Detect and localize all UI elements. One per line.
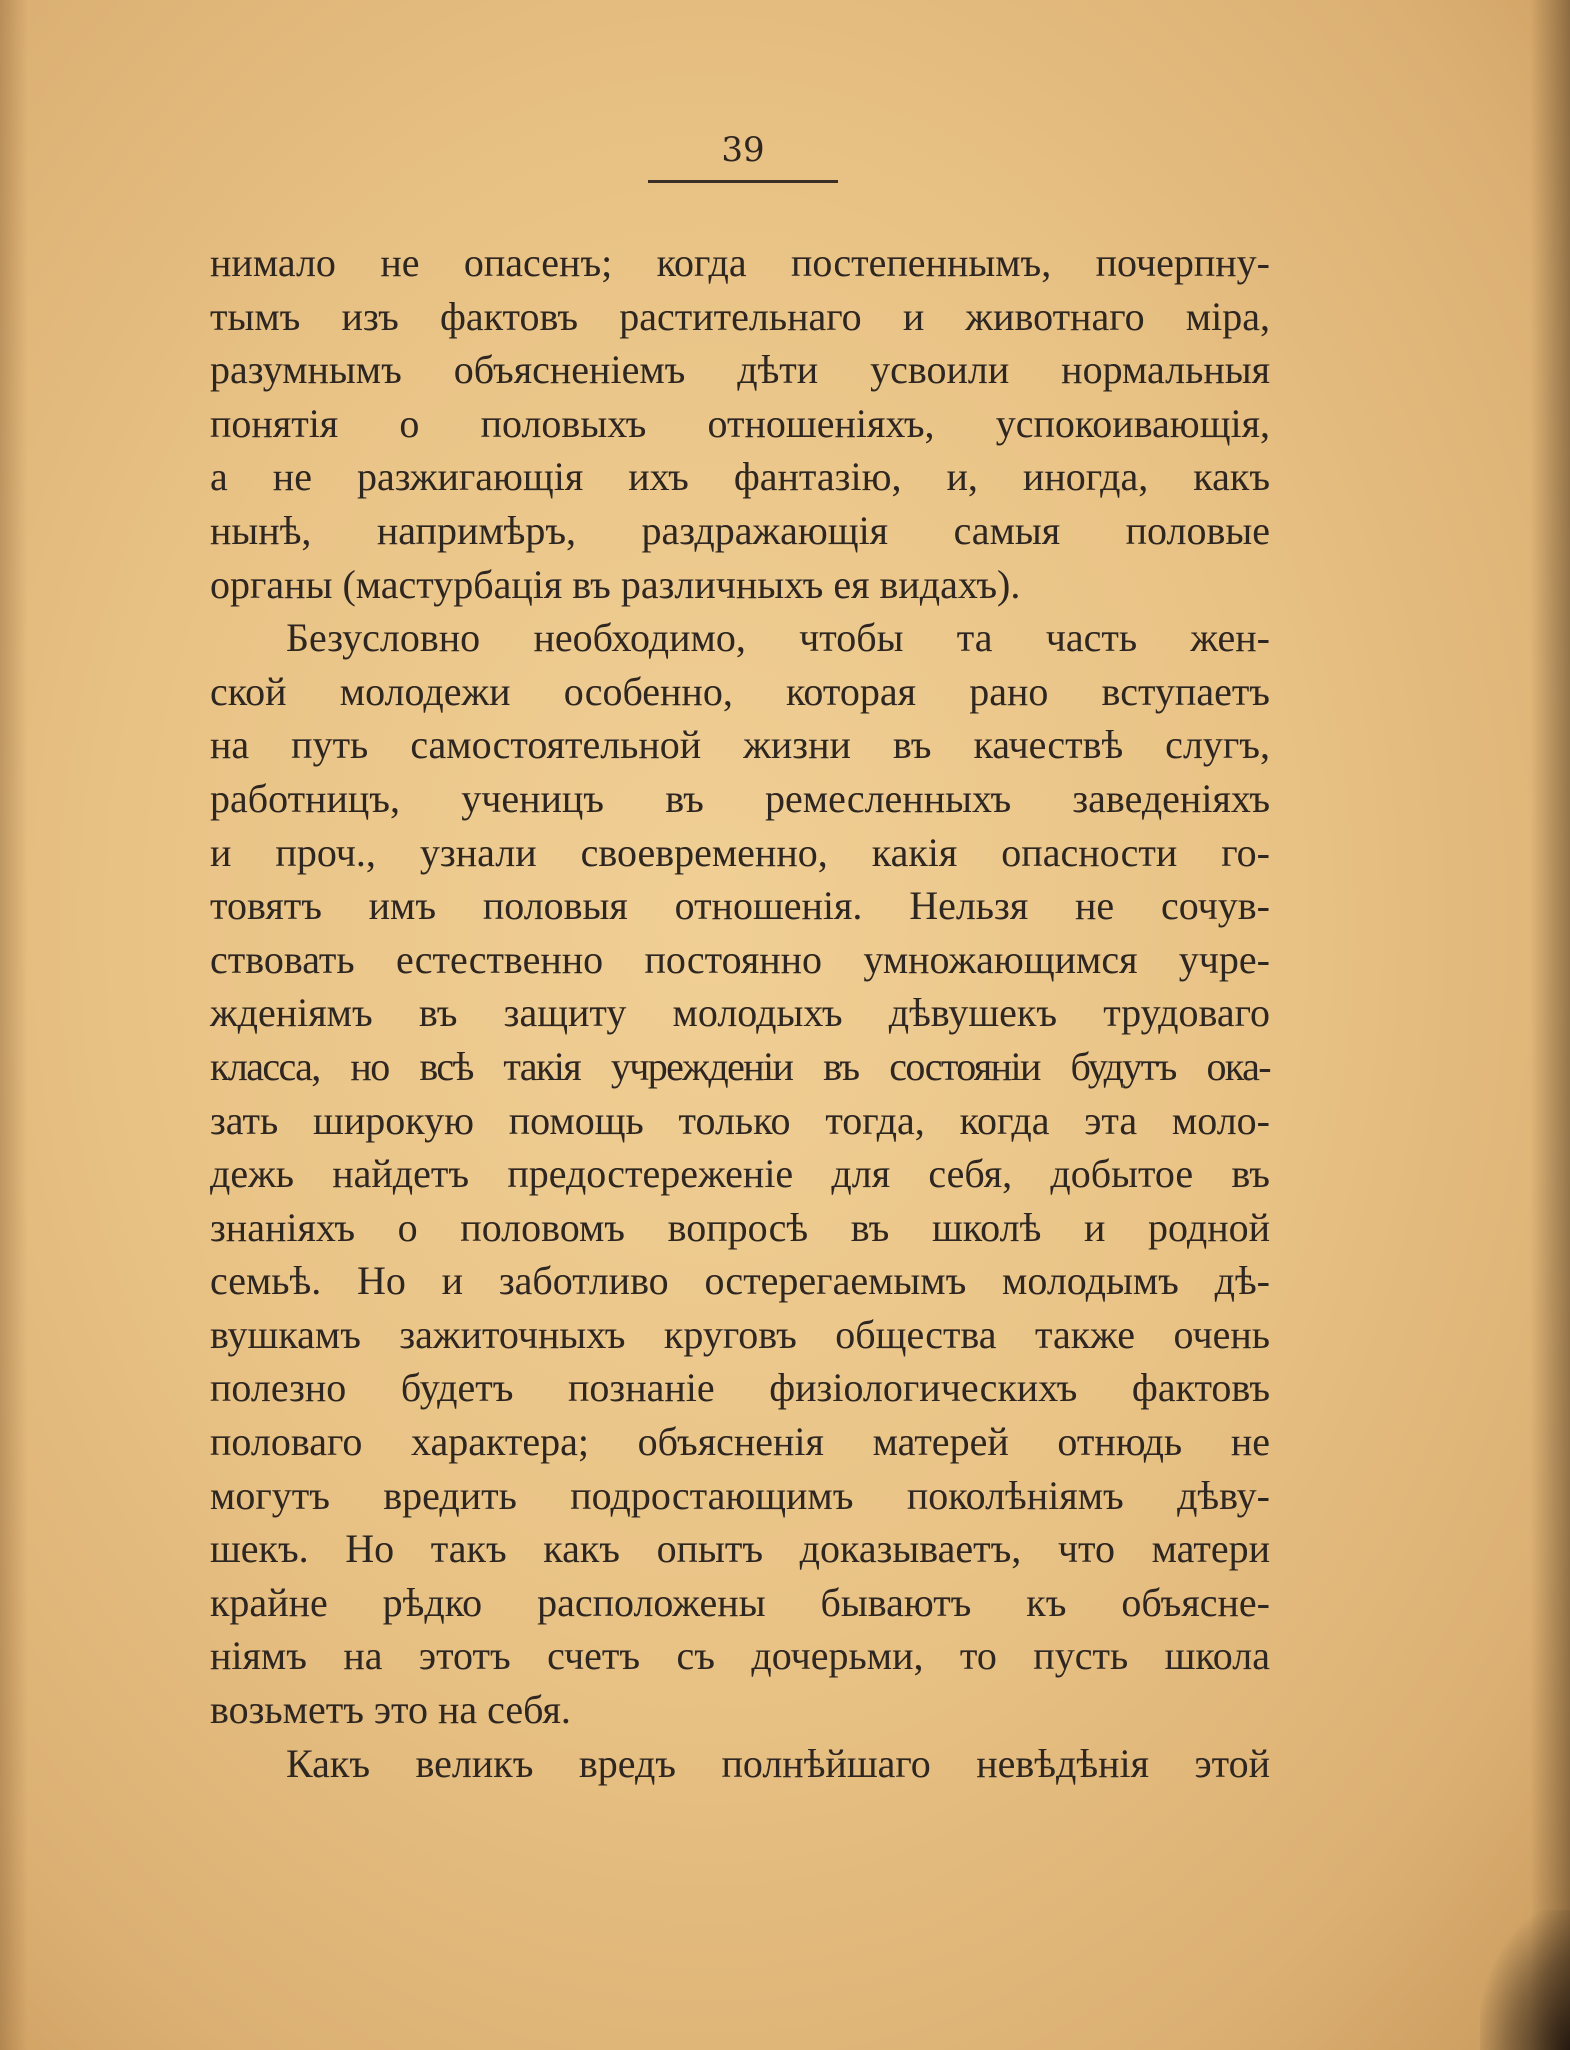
text-line: а не разжигающія ихъ фантазію, и, иногда, какъ [210,454,1270,500]
text-line: ской молодежи особенно, которая рано вступаетъ [210,668,1270,714]
text-line: шекъ. Но такъ какъ опытъ доказываетъ, что матери [210,1526,1270,1572]
text-line: крайне рѣдко расположены бываютъ къ объясне- [210,1579,1270,1625]
text-line: работницъ, ученицъ въ ремесленныхъ заведеніяхъ [210,775,1270,821]
text-line: разумнымъ объясненіемъ дѣти усвоили нормальныя [210,347,1270,393]
text-line: ствовать естественно постоянно умножающимся учре- [210,936,1270,982]
text-line: тымъ изъ фактовъ растительнаго и животнаго міра, [210,293,1270,339]
text-line: семьѣ. Но и заботливо остерегаемымъ молодымъ дѣ- [210,1258,1270,1304]
text-line: половаго характера; объясненія матерей отнюдь не [210,1419,1270,1465]
text-line: ніямъ на этотъ счетъ съ дочерьми, то пусть школа [210,1633,1270,1679]
text-line: нынѣ, напримѣръ, раздражающія самыя половые [210,507,1270,553]
paragraph-first-line: Какъ великъ вредъ полнѣйшаго невѣдѣнія этой [286,1740,1270,1786]
text-line: жденіямъ въ защиту молодыхъ дѣвушекъ трудоваго [210,990,1270,1036]
page-corner-shadow [1480,1910,1570,2050]
body-text [210,236,1270,1790]
text-line: могутъ вредить подростающимъ поколѣніямъ дѣву- [210,1472,1270,1518]
page-edge-shadow-left [0,0,28,2050]
text-line: вушкамъ зажиточныхъ круговъ общества также очень [210,1311,1270,1357]
text-line: дежь найдетъ предостереженіе для себя, добытое въ [210,1151,1270,1197]
text-line: на путь самостоятельной жизни въ качествѣ слугъ, [210,722,1270,768]
text-line: нимало не опасенъ; когда постепеннымъ, почерпну- [210,240,1270,285]
text-line: зать широкую помощь только тогда, когда эта моло- [210,1097,1270,1143]
text-line: товятъ имъ половыя отношенія. Нельзя не сочув- [210,883,1270,929]
text-line: знаніяхъ о половомъ вопросѣ въ школѣ и родной [210,1204,1270,1250]
page-number: 39 [721,130,765,170]
text-line: возьметъ это на себя. [210,1687,571,1733]
page-edge-shadow-right [1530,0,1570,2050]
paragraph-first-line: Безусловно необходимо, чтобы та часть жен- [286,615,1270,661]
text-line: органы (мастурбація въ различныхъ ея видахъ). [210,561,1021,607]
text-line: класса, но всѣ такія учрежденіи въ состояніи будутъ ока- [210,1043,1270,1089]
page-number-rule [648,180,838,183]
text-line: понятія о половыхъ отношеніяхъ, успокоивающія, [210,400,1270,446]
text-line: и проч., узнали своевременно, какія опасности го- [210,829,1270,875]
text-line: полезно будетъ познаніе физіологическихъ фактовъ [210,1365,1270,1411]
